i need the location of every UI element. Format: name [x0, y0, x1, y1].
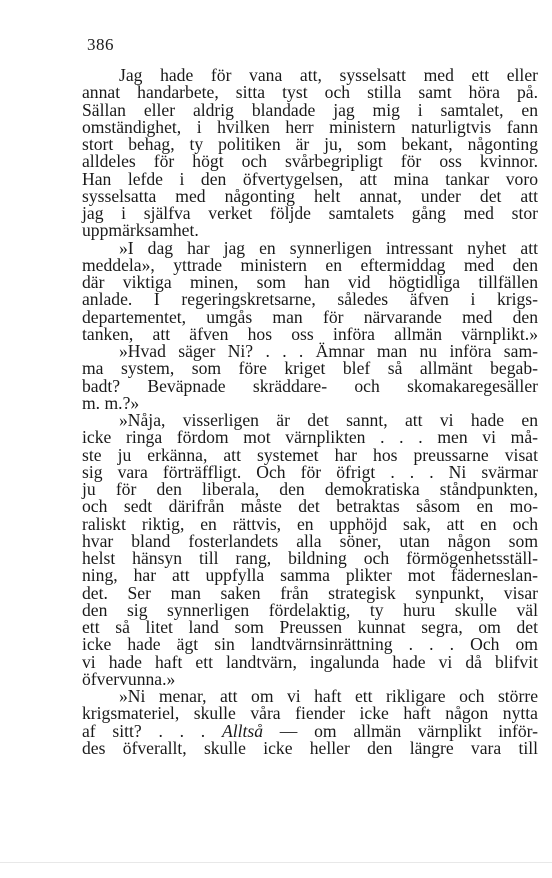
text-line: ju för den liberala, den demokratiska ståndpunkten,	[82, 479, 538, 499]
text-line: helst hänsyn till rang, bildning och förmögenhetsställ-	[82, 548, 538, 568]
text-line: »Hvad säger Ni? . . . Ämnar man nu införa sam-	[119, 341, 538, 361]
text-line: uppmärksamhet.	[82, 220, 199, 241]
text-line: ma system, som före kriget blef så allmänt begab-	[82, 358, 538, 379]
page-bottom-edge	[0, 862, 552, 863]
text-line: »Nåja, visserligen är det sannt, att vi hade en	[119, 410, 538, 430]
page-number: 386	[87, 35, 114, 54]
emphasis: Alltså	[221, 720, 264, 741]
text-line: Sällan eller aldrig blandade jag mig i samtalet, en	[82, 99, 538, 120]
text-line: omständighet, i hvilken herr ministern naturligtvis fann	[82, 116, 538, 137]
text-line: ste ju erkänna, att systemet har hos preussarne visat	[82, 444, 538, 465]
text-line: ning, har att uppfylla samma plikter mot fäderneslan-	[82, 565, 538, 586]
text-line: departementet, umgås man för närvarande med den	[82, 306, 538, 327]
text-line: badt? Beväpnade skräddare- och skomakaregesäller	[82, 375, 538, 396]
text-line: »Ni menar, att om vi haft ett rikligare och större	[119, 686, 538, 706]
text-line: tanken, att äfven hos oss införa allmän värnplikt.»	[82, 323, 538, 344]
text-line: jag i själfva verket följde samtalets gång med stor	[82, 203, 538, 223]
text-line: hvar bland fosterlandets alla söner, utan någon som	[82, 530, 538, 551]
text-line: »I dag har jag en synnerligen intressant nyhet att	[119, 237, 538, 258]
text-line: Han lefde i den öfvertygelsen, att mina tankar voro	[82, 168, 538, 189]
text-line: meddela», yttrade ministern en eftermiddag med den	[82, 254, 538, 275]
text-line: icke hade ägt sin landtvärnsinrättning . . . Och om	[82, 634, 538, 655]
text-line: des öfverallt, skulle icke heller den längre vara till	[82, 737, 538, 758]
text-line: sysselsatta med någonting helt annat, under det att	[82, 185, 538, 206]
text-line: Jag hade för vana att, sysselsatt med ett eller	[119, 65, 538, 85]
text-line: icke ringa fördom mot värnplikten . . . men vi må-	[82, 427, 538, 448]
text-line: den sig synnerligen fördelaktig, ty huru skulle väl	[82, 599, 538, 620]
text-line: af sitt? . . . Alltså — om allmän värnplikt inför-	[82, 720, 538, 741]
text-line: ett så litet land som Preussen kunnat segra, om det	[82, 617, 538, 637]
text-line: anlade. I regeringskretsarne, således äfven i krigs-	[82, 289, 538, 310]
text-line: vi hade haft ett landtvärn, ingalunda hade vi då blifvit	[82, 651, 538, 672]
text-line: annat handarbete, sitta tyst och stilla samt höra på.	[82, 82, 538, 103]
body-text	[82, 67, 538, 757]
text-line: det. Ser man saken från strategisk synpunkt, visar	[82, 582, 538, 603]
text-line: m. m.?»	[82, 392, 140, 413]
text-line: raliskt riktig, en rättvis, en upphöjd sak, att en och	[82, 513, 538, 534]
text-line: där viktiga minen, som han vid högtidliga tillfällen	[82, 272, 538, 292]
text-line: öfvervunna.»	[82, 668, 176, 689]
text-line: krigsmateriel, skulle våra fiender icke haft någon nytta	[82, 703, 538, 724]
text-line: sig vara förträffligt. Och för öfrigt . . . Ni svärmar	[82, 461, 538, 482]
text-line: stort behag, ty politiken är ju, som bekant, någonting	[82, 134, 538, 154]
text-line: och sedt därifrån måste det betraktas såsom en mo-	[82, 496, 538, 517]
text-line: alldeles för högt och svårbegripligt för oss kvinnor.	[82, 151, 538, 172]
